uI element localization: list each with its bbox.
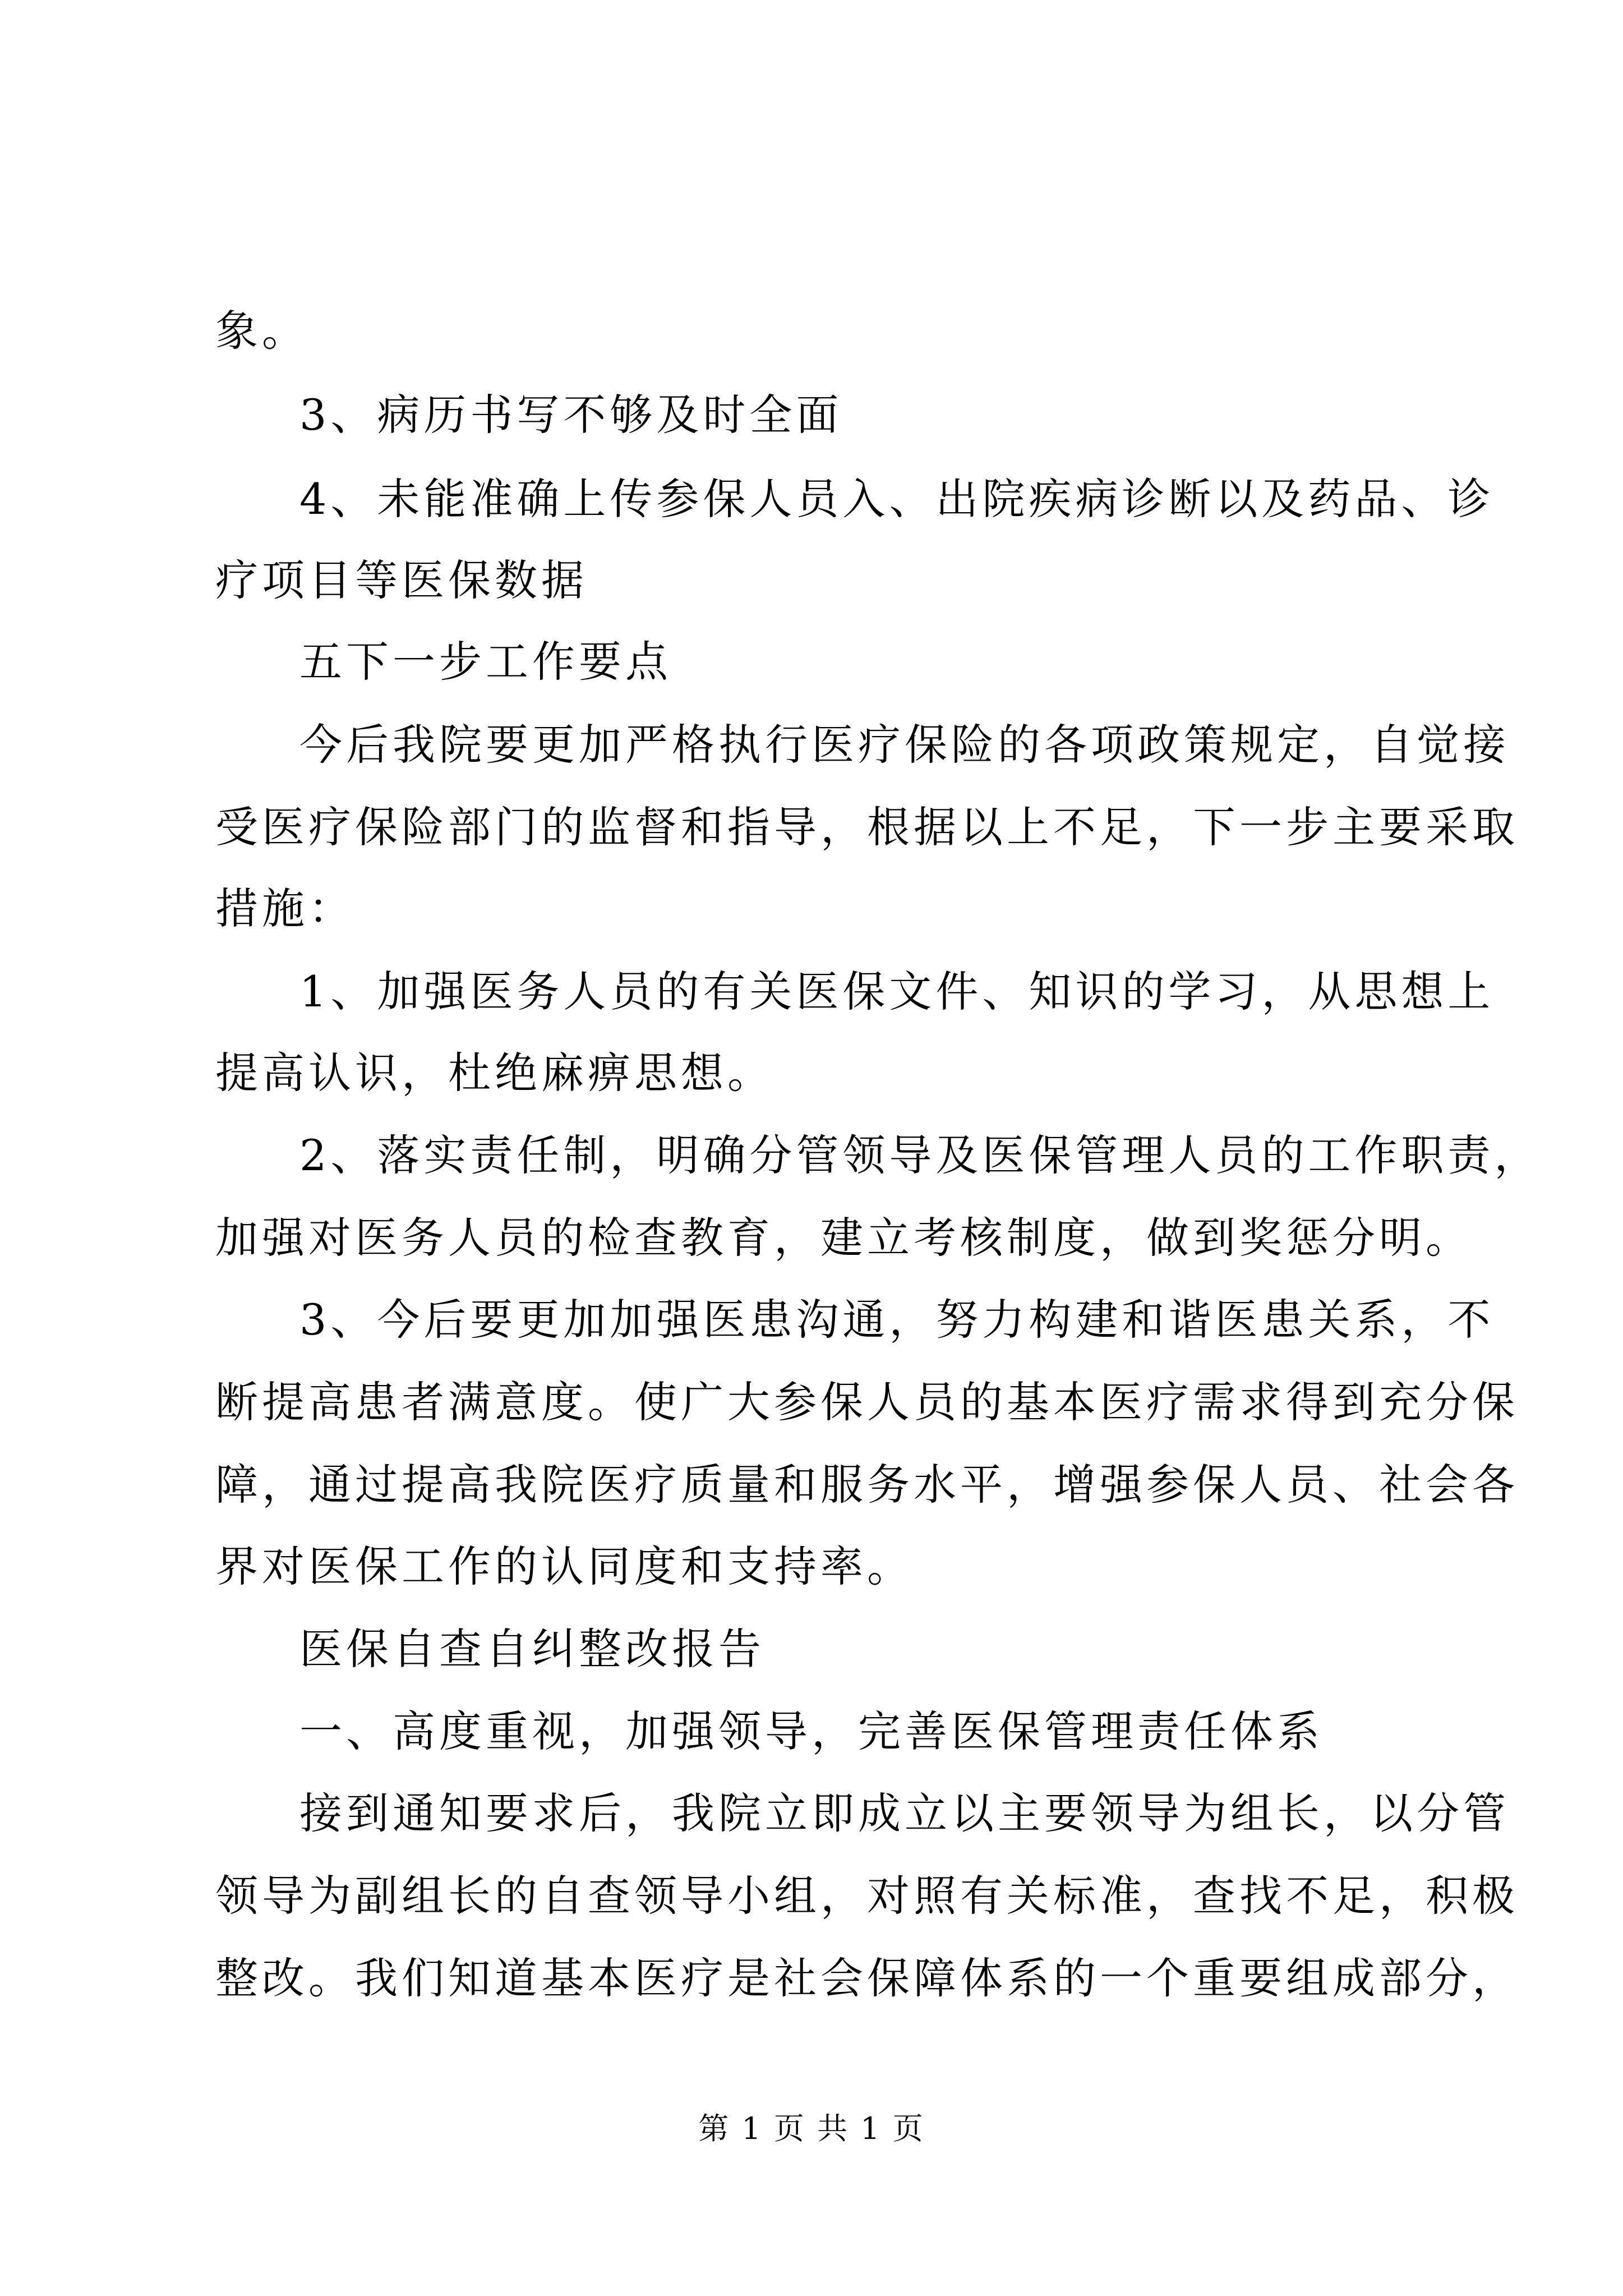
text-line: 2、落实责任制，明确分管领导及医保管理人员的工作职责，: [299, 1130, 1541, 1180]
text-line: 整改。我们知道基本医疗是社会保障体系的一个重要组成部分，: [215, 1953, 1519, 2003]
section-heading: 一、高度重视，加强领导，完善医保管理责任体系: [299, 1706, 1324, 1756]
text-line: 领导为副组长的自查领导小组，对照有关标准，查找不足，积极: [215, 1871, 1519, 1921]
text-line: 断提高患者满意度。使广大参保人员的基本医疗需求得到充分保: [215, 1377, 1519, 1427]
text-line: 今后我院要更加严格执行医疗保险的各项政策规定，自觉接: [299, 720, 1510, 770]
page-footer: 第 1 页 共 1 页: [698, 2111, 925, 2146]
text-line: 提高认识，杜绝麻痹思想。: [215, 1048, 774, 1098]
text-line: 受医疗保险部门的监督和指导，根据以上不足，下一步主要采取: [215, 802, 1519, 852]
text-line: 疗项目等医保数据: [215, 555, 588, 605]
section-heading: 五下一步工作要点: [299, 637, 672, 687]
text-line: 接到通知要求后，我院立即成立以主要领导为组长，以分管: [299, 1788, 1510, 1838]
text-line: 4、未能准确上传参保人员入、出院疾病诊断以及药品、诊: [299, 474, 1495, 524]
section-heading: 医保自查自纠整改报告: [299, 1624, 765, 1674]
text-line: 界对医保工作的认同度和支持率。: [215, 1542, 914, 1591]
text-line: 障，通过提高我院医疗质量和服务水平，增强参保人员、社会各: [215, 1460, 1519, 1510]
text-line: 措施：: [215, 884, 355, 933]
text-line: 3、病历书写不够及时全面: [299, 390, 843, 440]
text-line: 加强对医务人员的检查教育，建立考核制度，做到奖惩分明。: [215, 1213, 1472, 1263]
text-line: 3、今后要更加加强医患沟通，努力构建和谐医患关系，不: [299, 1295, 1495, 1345]
text-line: 象。: [215, 306, 308, 356]
text-line: 1、加强医务人员的有关医保文件、知识的学习，从思想上: [299, 967, 1495, 1016]
